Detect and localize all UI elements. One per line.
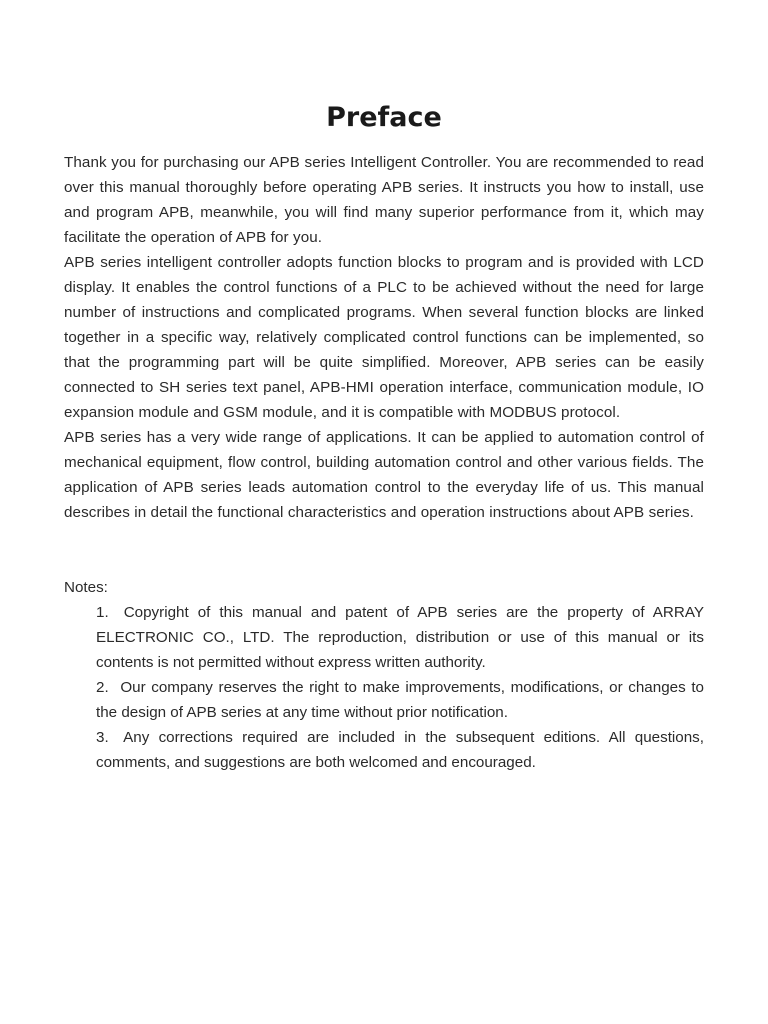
- note-text: Any corrections required are included in the subsequent editions. All questions, comments, and suggestions are both welcomed and encouraged.: [96, 729, 704, 771]
- notes-list: [64, 600, 704, 775]
- note-item: [96, 725, 704, 775]
- paragraph-applications: APB series has a very wide range of applications. It can be applied to automation control of mechanical equipment, flow control, building automation control and other various fields. The application of APB series leads automation control to the everyday life of us. This manual describes in detail the functional characteristics and operation instructions about APB series.: [64, 429, 704, 521]
- note-text: Our company reserves the right to make improvements, modifications, or changes to the design of APB series at any time without prior notification.: [96, 679, 704, 721]
- notes-label: Notes:: [64, 579, 108, 596]
- note-number: 3.: [96, 729, 109, 746]
- note-item: [96, 600, 704, 675]
- preface-body: [64, 150, 704, 525]
- note-number: 1.: [96, 604, 109, 621]
- document-page: [64, 0, 704, 775]
- note-text: Copyright of this manual and patent of APB series are the property of ARRAY ELECTRONIC CO., LTD. The reproduction, distribution or use of this manual or its contents is not permitted without express written authority.: [96, 604, 704, 671]
- paragraph-function-blocks: APB series intelligent controller adopts function blocks to program and is provided with LCD display. It enables the control functions of a PLC to be achieved without the need for large number of instructions and complicated programs. When several function blocks are linked together in a specific way, relatively complicated control functions can be implemented, so that the programming part will be quite simplified. Moreover, APB series can be easily connected to SH series text panel, APB-HMI operation interface, communication module, IO expansion module and GSM module, and it is compatible with MODBUS protocol.: [64, 254, 704, 421]
- paragraph-intro: Thank you for purchasing our APB series Intelligent Controller. You are recommended to read over this manual thoroughly before operating APB series. It instructs you how to install, use and program APB, meanwhile, you will find many superior performance from it, which may facilitate the operation of APB for you.: [64, 154, 704, 246]
- note-number: 2.: [96, 679, 109, 696]
- page-title: Preface: [326, 102, 442, 133]
- note-item: [96, 675, 704, 725]
